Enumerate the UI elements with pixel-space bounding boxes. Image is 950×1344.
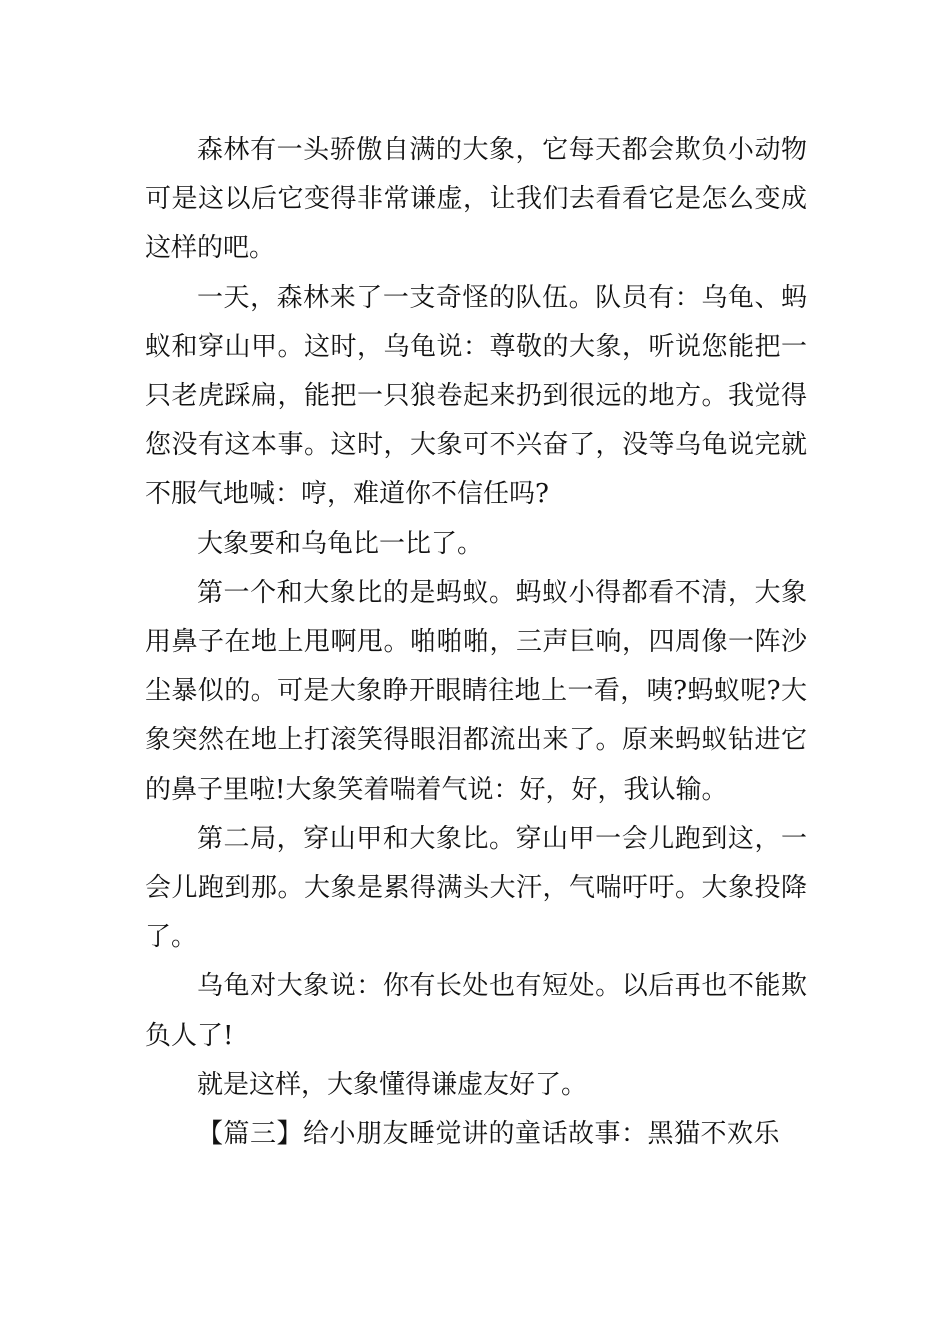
story-paragraph-ending: 就是这样，大象懂得谦虚友好了。 — [197, 1069, 588, 1100]
story-paragraph-contest-start: 大象要和乌龟比一比了。 — [197, 528, 484, 559]
story-paragraph-pangolin-round: 第二局，穿山甲和大象比。穿山甲一会儿跑到这，一会儿跑到那。大象是累得满头大汗，气喘吁吁。大象投降了。 — [145, 823, 807, 953]
story-paragraph-ant-round: 第一个和大象比的是蚂蚁。蚂蚁小得都看不清，大象用鼻子在地上甩啊甩。啪啪啪，三声巨响，四周像一阵沙尘暴似的。可是大象睁开眼睛往地上一看，咦?蚂蚁呢?大象突然在地上打滚笑得眼泪都流出来了。原来蚂蚁钻进它的鼻子里啦!大象笑着喘着气说：好，好，我认输。 — [145, 577, 807, 805]
document-page — [145, 126, 807, 1159]
story-paragraph-team-arrives: 一天，森林来了一支奇怪的队伍。队员有：乌龟、蚂蚁和穿山甲。这时，乌龟说：尊敬的大象，听说您能把一只老虎踩扁，能把一只狼卷起来扔到很远的地方。我觉得您没有这本事。这时，大象可不兴奋了，没等乌龟说完就不服气地喊：哼，难道你不信任吗? — [145, 282, 807, 510]
section-heading: 【篇三】给小朋友睡觉讲的童话故事：黑猫不欢乐 — [197, 1119, 781, 1150]
story-paragraph-turtle-advice: 乌龟对大象说：你有长处也有短处。以后再也不能欺负人了! — [145, 971, 807, 1051]
story-paragraph-intro: 森林有一头骄傲自满的大象，它每天都会欺负小动物可是这以后它变得非常谦虚，让我们去看看它是怎么变成这样的吧。 — [145, 135, 807, 264]
